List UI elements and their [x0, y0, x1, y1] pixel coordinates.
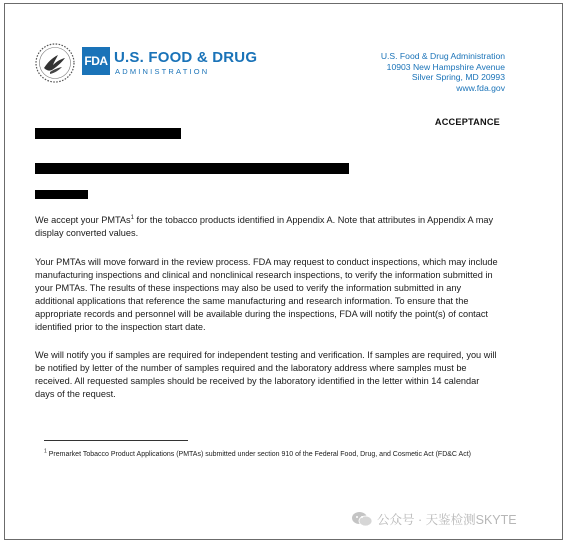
watermark	[351, 510, 517, 528]
footnote-number: 1	[44, 448, 47, 455]
redaction-bar	[35, 190, 88, 199]
wechat-icon	[351, 511, 373, 527]
address-line-street: 10903 New Hampshire Avenue	[386, 61, 505, 72]
redaction-bar	[35, 128, 181, 139]
letter-heading: ACCEPTANCE	[434, 117, 500, 127]
paragraph-acceptance	[35, 214, 501, 240]
fda-logo-mark: FDA	[82, 47, 110, 75]
agency-subtitle: ADMINISTRATION	[115, 67, 210, 76]
letterhead-address	[381, 51, 505, 93]
paragraph-samples: We will notify you if samples are required for independent testing and verification. If samples are required, you will be notified by letter of the number of samples required and the laboratory address where samples must be received. All requested samples should be received by the laboratory identified in the letter within 14 calendar days of the request.	[35, 350, 497, 399]
watermark-text: 公众号 · 天鉴检测SKYTE	[377, 513, 517, 527]
footnote-text: Premarket Tobacco Product Applications (PMTAs) submitted under section 910 of the Federal Food, Drug, and Cosmetic Act (FD&C Act)	[46, 451, 471, 458]
address-line-city: Silver Spring, MD 20993	[411, 72, 505, 83]
redaction-bar	[35, 163, 349, 174]
address-line-website[interactable]: www.fda.gov	[456, 82, 505, 93]
footnote	[44, 450, 504, 461]
footnote-ref: 1	[130, 214, 134, 221]
paragraph-review-process: Your PMTAs will move forward in the review process. FDA may request to conduct inspections, which may include manufacturing inspections and clinical and nonclinical research inspections, to verify the information submitted in your PMTAs. The results of these inspections may also be used to verify the information submitted in any additional applications that reference the same manufacturing and research information. To ensure that the appropriate records and personnel will be available during the inspections, FDA will notify the point(s) of contact identified prior to the inspection start date.	[35, 257, 498, 332]
paragraph-text: We accept your PMTAs	[35, 215, 131, 225]
footnote-divider	[44, 440, 188, 441]
paragraph-text: for the tobacco products identified in Appendix A. Note that attributes in Appendix A may display converted values.	[35, 215, 494, 238]
agency-name: U.S. FOOD & DRUG	[114, 49, 258, 66]
address-line-agency: U.S. Food & Drug Administration	[380, 51, 505, 61]
hhs-eagle-seal-icon	[34, 42, 76, 84]
